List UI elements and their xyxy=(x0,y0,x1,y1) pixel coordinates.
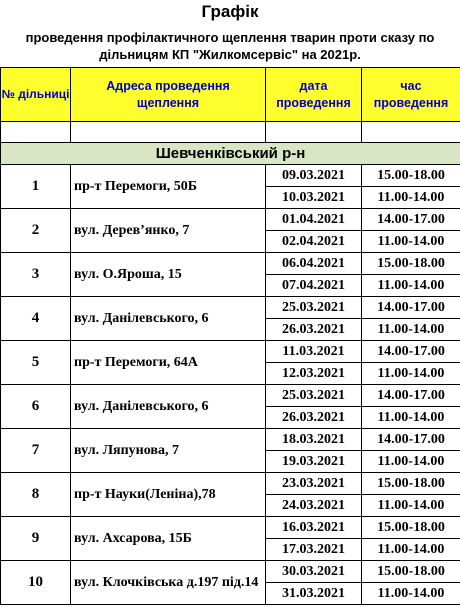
district-number-cell: 7 xyxy=(1,429,71,473)
address-cell: вул. Ахсарова, 15Б xyxy=(71,517,266,561)
district-number-cell: 6 xyxy=(1,385,71,429)
time-cell: 14.00-17.00 xyxy=(362,297,460,319)
time-cell: 15.00-18.00 xyxy=(362,517,460,539)
time-cell: 14.00-17.00 xyxy=(362,385,460,407)
table-row xyxy=(1,165,460,187)
time-cell: 15.00-18.00 xyxy=(362,561,460,583)
district-number-cell: 4 xyxy=(1,297,71,341)
district-number-cell: 10 xyxy=(1,561,71,605)
address-cell: пр-т Науки(Леніна),78 xyxy=(71,473,266,517)
table-row xyxy=(1,297,460,319)
date-cell: 10.03.2021 xyxy=(266,187,362,209)
time-cell: 15.00-18.00 xyxy=(362,253,460,275)
time-cell: 14.00-17.00 xyxy=(362,341,460,363)
district-name: Шевченківський р-н xyxy=(1,143,460,165)
subtitle-line-1: проведення профілактичного щеплення тварин проти сказу по xyxy=(25,30,435,45)
time-cell: 11.00-14.00 xyxy=(362,539,460,561)
header-time xyxy=(362,68,460,122)
time-cell: 11.00-14.00 xyxy=(362,319,460,341)
date-cell: 09.03.2021 xyxy=(266,165,362,187)
table-row xyxy=(1,385,460,407)
district-number-cell: 3 xyxy=(1,253,71,297)
header-date-line-1: дата xyxy=(299,78,328,93)
address-cell: вул. О.Яроша, 15 xyxy=(71,253,266,297)
date-cell: 06.04.2021 xyxy=(266,253,362,275)
time-cell: 11.00-14.00 xyxy=(362,363,460,385)
header-date-line-2: проведення xyxy=(276,95,351,110)
blank-cell xyxy=(71,122,266,143)
blank-cell xyxy=(1,122,71,143)
district-number-cell: 2 xyxy=(1,209,71,253)
address-cell: вул. Ляпунова, 7 xyxy=(71,429,266,473)
date-cell: 17.03.2021 xyxy=(266,539,362,561)
header-address xyxy=(71,68,266,122)
date-cell: 19.03.2021 xyxy=(266,451,362,473)
address-cell: пр-т Перемоги, 50Б xyxy=(71,165,266,209)
blank-cell xyxy=(362,122,460,143)
header-time-line-2: проведення xyxy=(373,95,449,110)
address-cell: вул. Данілевського, 6 xyxy=(71,385,266,429)
address-cell: вул. Клочківська д.197 під.14 xyxy=(71,561,266,605)
time-cell: 14.00-17.00 xyxy=(362,429,460,451)
address-cell: вул. Дерев’янко, 7 xyxy=(71,209,266,253)
time-cell: 11.00-14.00 xyxy=(362,407,460,429)
time-cell: 11.00-14.00 xyxy=(362,495,460,517)
date-cell: 26.03.2021 xyxy=(266,407,362,429)
table-row xyxy=(1,473,460,495)
date-cell: 31.03.2021 xyxy=(266,583,362,605)
date-cell: 12.03.2021 xyxy=(266,363,362,385)
table-row xyxy=(1,209,460,231)
date-cell: 23.03.2021 xyxy=(266,473,362,495)
table-row xyxy=(1,341,460,363)
district-row xyxy=(1,143,460,165)
header-time-line-1: час xyxy=(400,78,422,93)
address-cell: пр-т Перемоги, 64А xyxy=(71,341,266,385)
district-number-cell: 5 xyxy=(1,341,71,385)
table-row xyxy=(1,517,460,539)
table-header-row xyxy=(1,68,460,122)
date-cell: 30.03.2021 xyxy=(266,561,362,583)
date-cell: 25.03.2021 xyxy=(266,297,362,319)
date-cell: 01.04.2021 xyxy=(266,209,362,231)
header-district-number: № дільниці xyxy=(1,68,71,122)
time-cell: 15.00-18.00 xyxy=(362,165,460,187)
schedule-table xyxy=(0,67,460,605)
date-cell: 11.03.2021 xyxy=(266,341,362,363)
time-cell: 11.00-14.00 xyxy=(362,187,460,209)
date-cell: 18.03.2021 xyxy=(266,429,362,451)
district-number-cell: 8 xyxy=(1,473,71,517)
page-title: Графік xyxy=(201,2,259,21)
time-cell: 11.00-14.00 xyxy=(362,275,460,297)
address-cell: вул. Данілевського, 6 xyxy=(71,297,266,341)
time-cell: 14.00-17.00 xyxy=(362,209,460,231)
time-cell: 11.00-14.00 xyxy=(362,451,460,473)
date-cell: 24.03.2021 xyxy=(266,495,362,517)
date-cell: 07.04.2021 xyxy=(266,275,362,297)
table-row xyxy=(1,253,460,275)
header-address-line-1: Адреса проведення xyxy=(106,78,230,93)
time-cell: 11.00-14.00 xyxy=(362,583,460,605)
date-cell: 02.04.2021 xyxy=(266,231,362,253)
date-cell: 16.03.2021 xyxy=(266,517,362,539)
district-number-cell: 1 xyxy=(1,165,71,209)
blank-row xyxy=(1,122,460,143)
date-cell: 25.03.2021 xyxy=(266,385,362,407)
blank-cell xyxy=(266,122,362,143)
subtitle-line-2: дільницям КП "Жилкомсервіс" на 2021р. xyxy=(99,47,361,62)
district-number-cell: 9 xyxy=(1,517,71,561)
time-cell: 15.00-18.00 xyxy=(362,473,460,495)
time-cell: 11.00-14.00 xyxy=(362,231,460,253)
page-subtitle xyxy=(0,29,460,63)
table-row xyxy=(1,561,460,583)
date-cell: 26.03.2021 xyxy=(266,319,362,341)
header-date xyxy=(266,68,362,122)
table-row xyxy=(1,429,460,451)
header-address-line-2: щеплення xyxy=(136,95,200,110)
